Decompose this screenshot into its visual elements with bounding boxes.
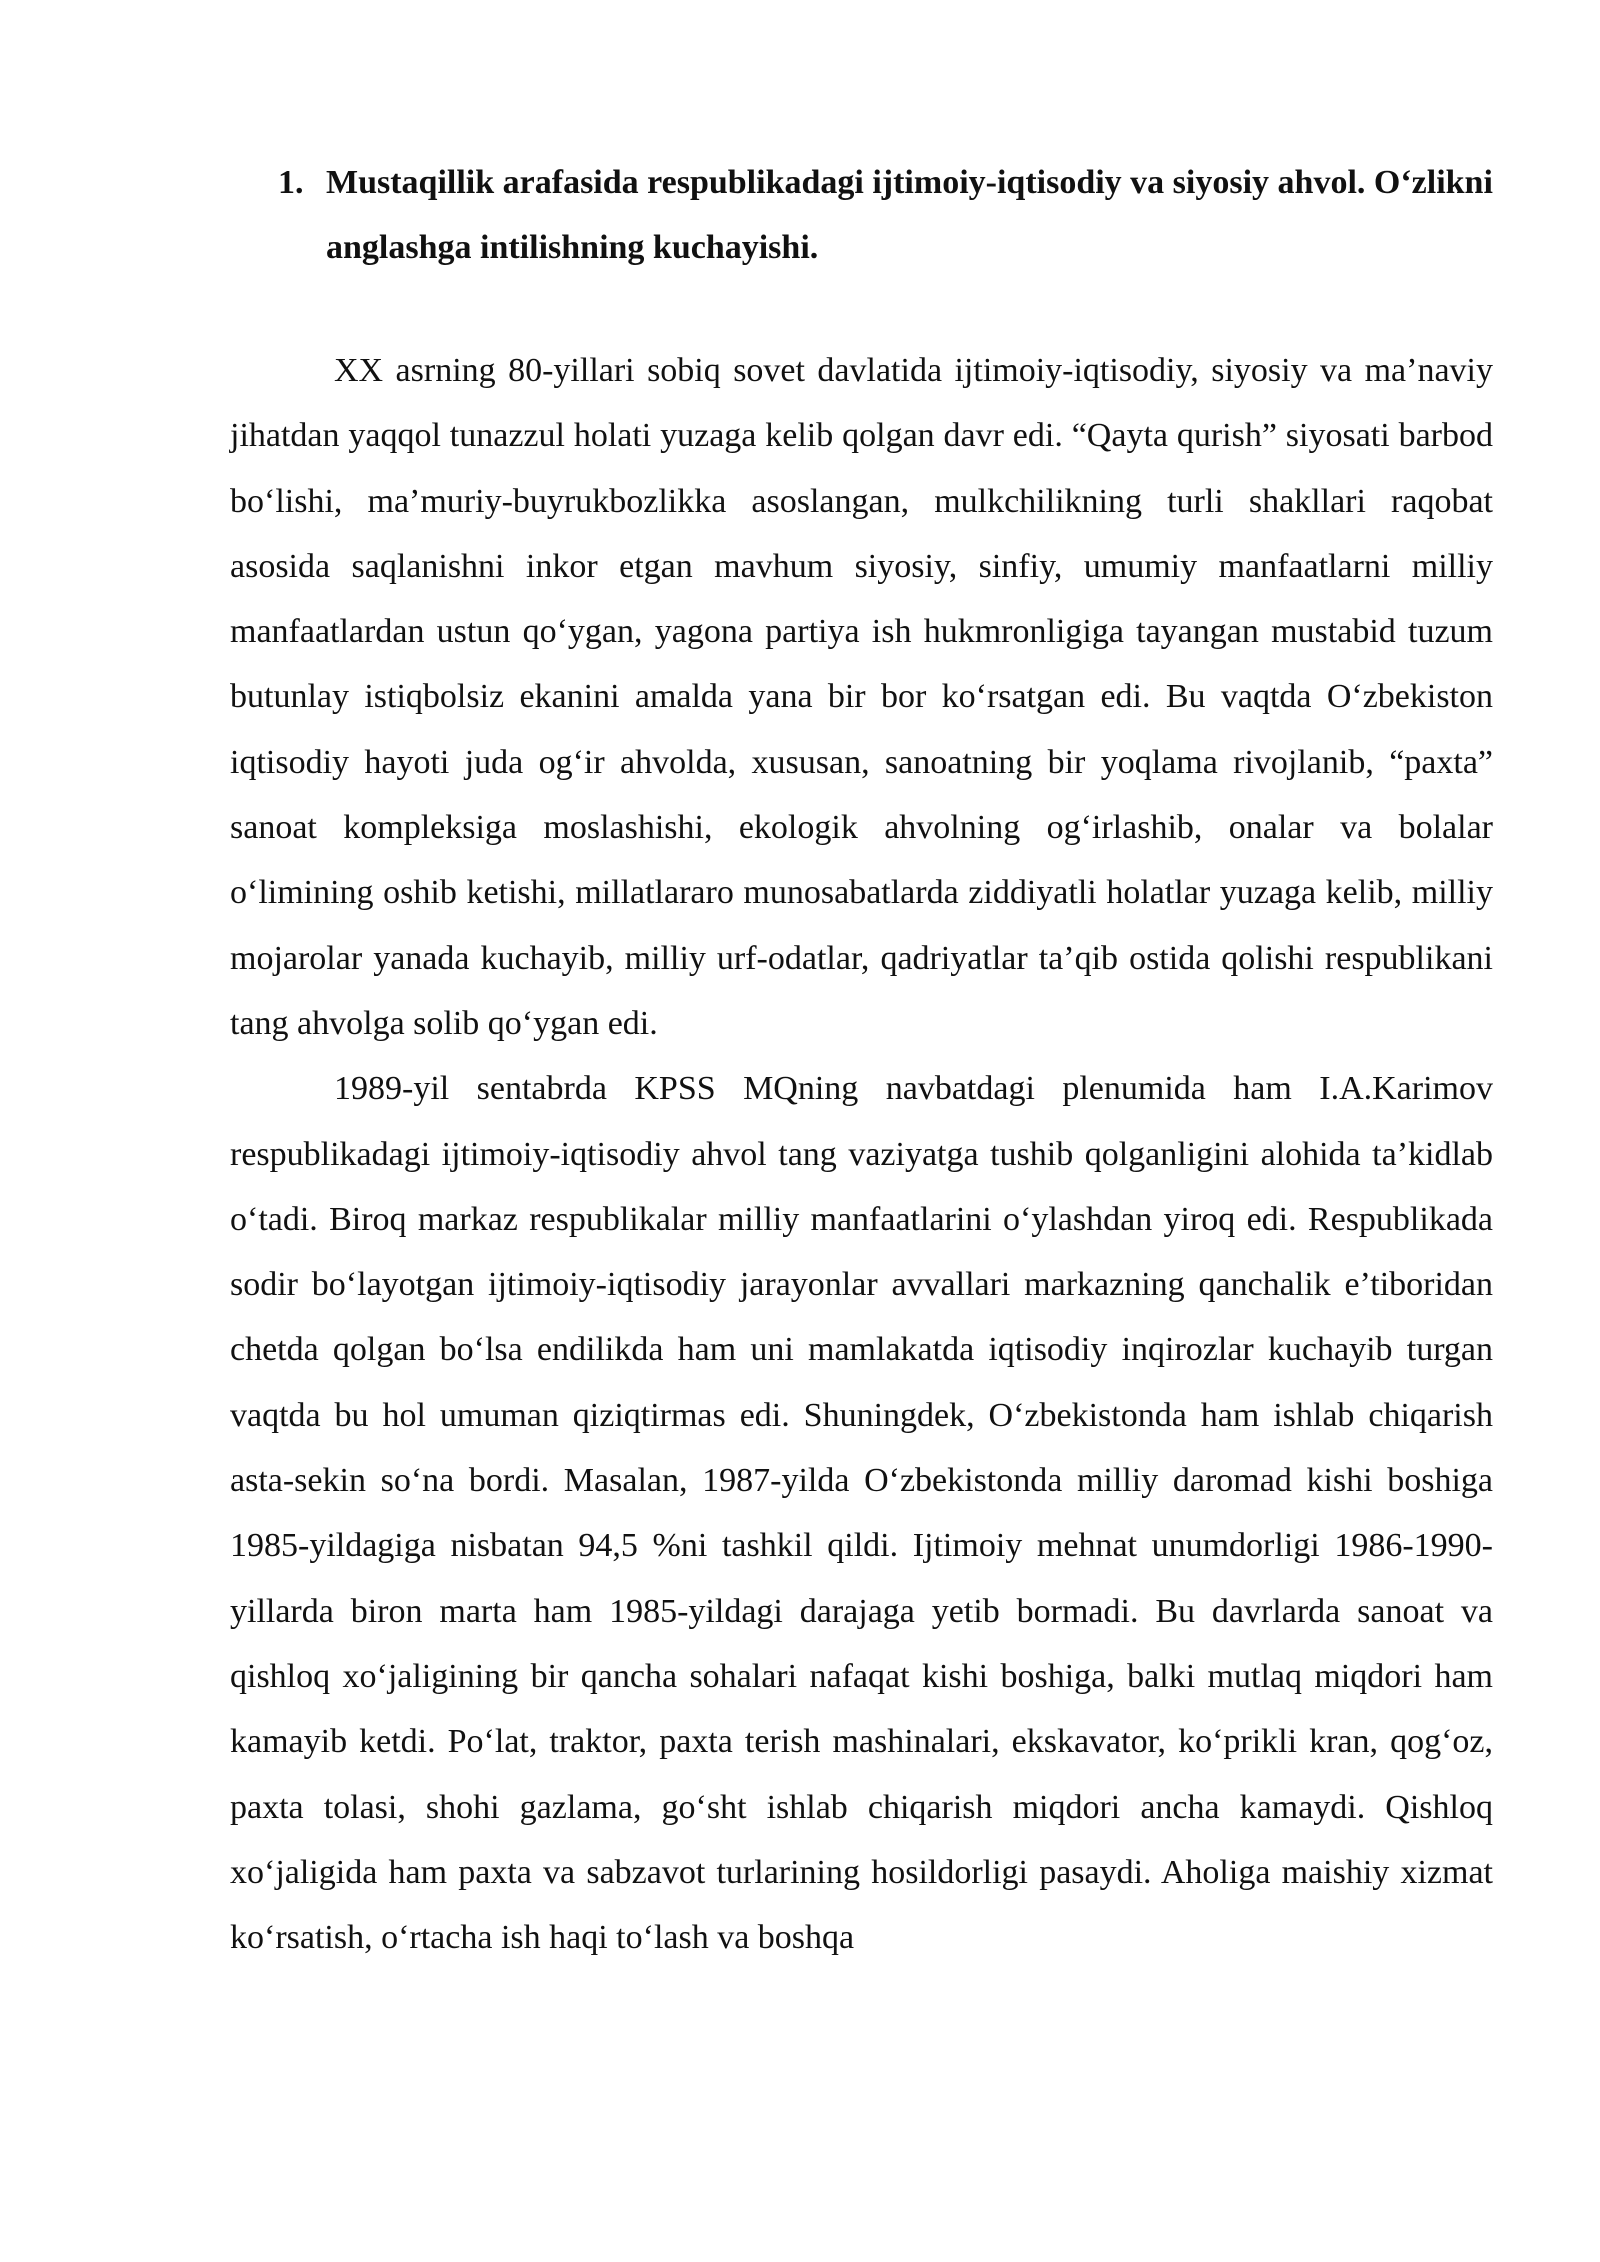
paragraph-2: 1989-yil sentabrda KPSS MQning navbatdagi plenumida ham I.A.Karimov respublikadagi ijtimoiy-iqtisodiy ahvol tang vaziyatga tushib qolganligini alohida ta’kidlab o‘tadi. Biroq markaz respublikalar milliy manfaatlarini o‘ylashdan yiroq edi. Respublikada sodir bo‘layotgan ijtimoiy-iqtisodiy jarayonlar avvallari markazning qanchalik e’tiboridan chetda qolgan bo‘lsa endilikda ham uni mamlakatda iqtisodiy inqirozlar kuchayib turgan vaqtda bu hol umuman qiziqtirmas edi. Shuningdek, O‘zbekistonda ham ishlab chiqarish asta-sekin so‘na bordi. Masalan, 1987-yilda O‘zbekistonda milliy daromad kishi boshiga 1985-yildagiga nisbatan 94,5 %ni tashkil qildi. Ijtimoiy mehnat unumdorligi 1986-1990-yillarda biron marta ham 1985-yildagi darajaga yetib bormadi. Bu davrlarda sanoat va qishloq xo‘jaligining bir qancha sohalari nafaqat kishi boshiga, balki mutlaq miqdori ham kamayib ketdi. Po‘lat, traktor, paxta terish mashinalari, ekskavator, ko‘prikli kran, qog‘oz, paxta tolasi, shohi gazlama, go‘sht ishlab chiqarish miqdori ancha kamaydi. Qishloq xo‘jaligida ham paxta va sabzavot turlarining hosildorligi pasaydi. Aholiga maishiy xizmat ko‘rsatish, o‘rtacha ish haqi to‘lash va boshqa bbox=[230, 1070, 1493, 1957]
section-heading bbox=[278, 150, 1498, 280]
body-text bbox=[230, 338, 1493, 1970]
section-number: 1. bbox=[278, 164, 304, 201]
section-title: Mustaqillik arafasida respublikadagi ijtimoiy-iqtisodiy va siyosiy ahvol. O‘zlikni anglashga intilishning kuchayishi. bbox=[326, 164, 1493, 266]
paragraph-1: XX asrning 80-yillari sobiq sovet davlatida ijtimoiy-iqtisodiy, siyosiy va ma’naviy jihatdan yaqqol tunazzul holati yuzaga kelib qolgan davr edi. “Qayta qurish” siyosati barbod bo‘lishi, ma’muriy-buyrukbozlikka asoslangan, mulkchilikning turli shakllari raqobat asosida saqlanishni inkor etgan mavhum siyosiy, sinfiy, umumiy manfaatlarni milliy manfaatlardan ustun qo‘ygan, yagona partiya ish hukmronligiga tayangan mustabid tuzum butunlay istiqbolsiz ekanini amalda yana bir bor ko‘rsatgan edi. Bu vaqtda O‘zbekiston iqtisodiy hayoti juda og‘ir ahvolda, xususan, sanoatning bir yoqlama rivojlanib, “paxta” sanoat kompleksiga moslashishi, ekologik ahvolning og‘irlashib, onalar va bolalar o‘limining oshib ketishi, millatlararo munosabatlarda ziddiyatli holatlar yuzaga kelib, milliy mojarolar yanada kuchayib, milliy urf-odatlar, qadriyatlar ta’qib ostida qolishi respublikani tang ahvolga solib qo‘ygan edi. bbox=[230, 352, 1493, 1042]
